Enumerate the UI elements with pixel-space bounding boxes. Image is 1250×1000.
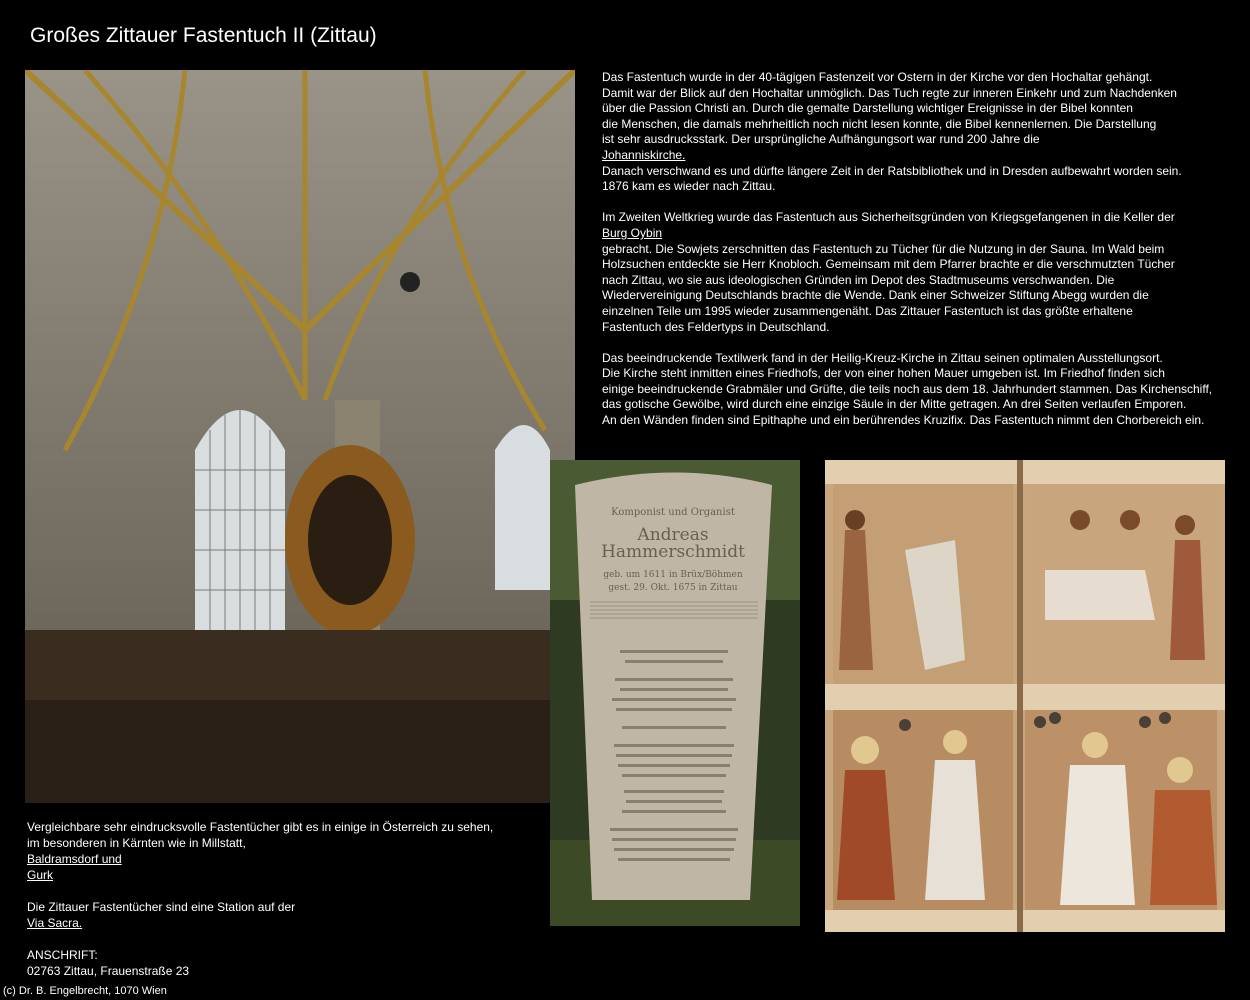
church-interior-photo[interactable] [25, 70, 575, 803]
via-sacra-line: Die Zittauer Fastentücher sind eine Station auf der [27, 900, 296, 914]
gravestone-line3: Hammerschmidt [601, 542, 745, 562]
desc-line: Das beeindruckende Textilwerk fand in der Heilig-Kreuz-Kirche in Zittau seinen optimalen Ausstellungsort. [602, 350, 1163, 365]
gravestone-photo[interactable] [550, 460, 800, 926]
gravestone-line4: geb. um 1611 in Brüx/Böhmen [603, 570, 743, 580]
paragraph-history [602, 70, 1232, 195]
address-label: ANSCHRIFT: [27, 948, 98, 962]
comparison-line: Vergleichbare sehr eindrucksvolle Fastentücher gibt es in einige in Österreich zu sehen, [27, 820, 494, 834]
copyright-footer: (c) Dr. B. Engelbrecht, 1070 Wien [3, 985, 167, 997]
desc-line: An den Wänden finden sind Epithaphe und ein berührendes Kruzifix. Das Fastentuch nimmt den Chorbereich ein. [602, 413, 1205, 428]
gravestone-line1: Komponist und Organist [611, 507, 735, 518]
paragraph-war [602, 210, 1232, 335]
desc-line: die Menschen, die damals mehrheitlich noch nicht lesen konnte, die Bibel kennenlernen. Die Darstellung [602, 116, 1157, 131]
desc-line: einzelnen Teile um 1995 wieder zusammengenäht. Das Zittauer Fastentuch ist das größte erhaltene [602, 303, 1133, 318]
comparison-line: im besonderen in Kärnten wie in Millstatt, [27, 836, 246, 850]
desc-line: Damit war der Blick auf den Hochaltar unmöglich. Das Tuch regte zur inneren Einkehr und zum Nachdenken [602, 85, 1177, 100]
desc-line: 1876 kam es wieder nach Zittau. [602, 179, 776, 194]
desc-line: Danach verschwand es und dürfte längere Zeit in der Ratsbibliothek und in Dresden aufbewahrt worden sein. [602, 163, 1182, 178]
church-interior-image [25, 70, 575, 803]
paragraph-church [602, 351, 1232, 429]
johanniskirche-link[interactable]: Johanniskirche. [602, 147, 686, 162]
gravestone-line5: gest. 29. Okt. 1675 in Zittau [608, 583, 738, 593]
desc-line: einige beeindruckende Grabmäler und Grüfte, die teils noch aus dem 18. Jahrhundert stammen. Das Kirchenschiff, [602, 381, 1213, 396]
desc-line: Das Fastentuch wurde in der 40-tägigen Fastenzeit vor Ostern in der Kirche vor den Hochaltar gehängt. [602, 70, 1153, 84]
address-text: 02763 Zittau, Frauenstraße 23 [27, 964, 190, 978]
desc-line: Wiedervereinigung Deutschlands brachte die Wende. Dank einer Schweizer Stiftung Abegg wurden die [602, 288, 1149, 303]
address-paragraph [27, 947, 493, 979]
gravestone-image [550, 460, 800, 926]
comparison-paragraph [27, 819, 493, 883]
baldramsdorf-link[interactable]: Baldramsdorf und [27, 852, 122, 866]
description-text [602, 70, 1232, 444]
gurk-link[interactable]: Gurk [27, 868, 54, 882]
fastentuch-photo[interactable] [825, 460, 1225, 932]
desc-line: Im Zweiten Weltkrieg wurde das Fastentuch aus Sicherheitsgründen von Kriegsgefangenen in die Keller der [602, 210, 1175, 225]
desc-line: über die Passion Christi an. Durch die gemalte Darstellung wichtiger Ereignisse in der Bibel konnten [602, 101, 1133, 116]
via-sacra-paragraph [27, 899, 493, 931]
burg-oybin-link[interactable]: Burg Oybin [602, 225, 663, 240]
page-title: Großes Zittauer Fastentuch II (Zittau) [30, 24, 377, 47]
desc-line: Holzsuchen entdeckte sie Herr Knobloch. Gemeinsam mit dem Pfarrer brachte er die verschmutzten Tücher [602, 257, 1175, 272]
bottom-left-info [27, 819, 493, 995]
gravestone-line2: Andreas [637, 525, 709, 545]
desc-line: ist sehr ausdrucksstark. Der ursprüngliche Aufhängungsort war rund 200 Jahre die [602, 132, 1040, 147]
desc-line: Die Kirche steht inmitten eines Friedhofs, der von einer hohen Mauer umgeben ist. Im Friedhof finden sich [602, 366, 1165, 381]
fastentuch-image [825, 460, 1225, 932]
desc-line: Fastentuch des Feldertyps in Deutschland. [602, 319, 830, 334]
desc-line: nach Zittau, wo sie aus ideologischen Gründen im Depot des Stadtmuseums verschwanden. Die [602, 272, 1115, 287]
desc-line: das gotische Gewölbe, wird durch eine einzige Säule in der Mitte getragen. An drei Seiten verlaufen Emporen. [602, 397, 1187, 412]
desc-line: gebracht. Die Sowjets zerschnitten das Fastentuch zu Tücher für die Nutzung in der Sauna. Im Wald beim [602, 241, 1165, 256]
via-sacra-link[interactable]: Via Sacra. [27, 916, 83, 930]
